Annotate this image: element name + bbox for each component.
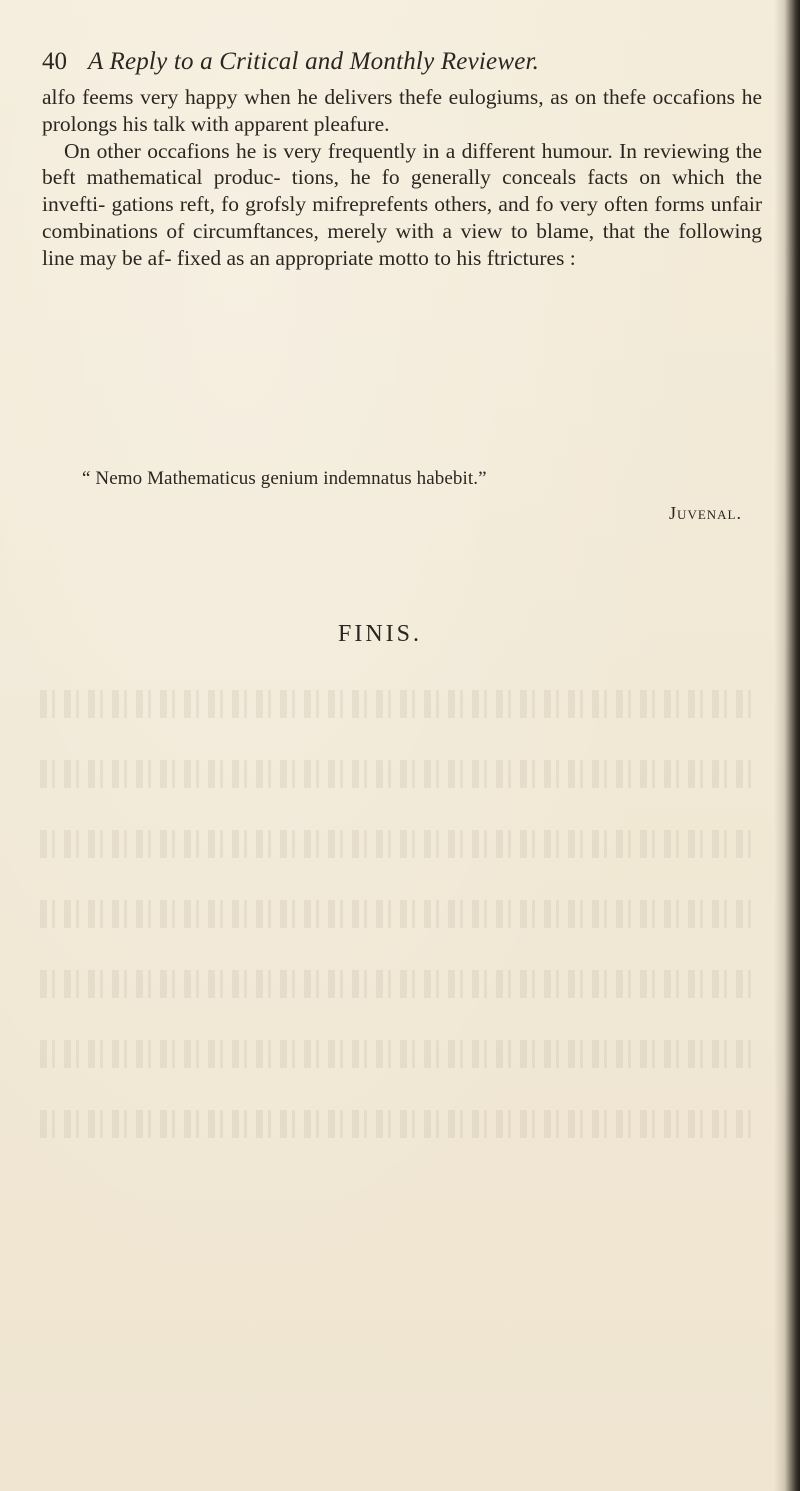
bleed-through-line (40, 900, 760, 928)
running-title: A Reply to a Critical and Monthly Reviewer. (88, 48, 540, 75)
bleed-through-line (40, 1040, 760, 1068)
paragraph: On other occafions he is very frequently in a different humour. In reviewing the beft mathematical produc- tions, he fo generally conceals facts on which the invefti- gations reft, fo grofsly mifreprefents others, and fo very often forms unfair combinations of circumftances, merely with a view to blame, that the following line may be af- fixed as an appropriate motto to his ftrictures : (42, 138, 762, 270)
bleed-through-line (40, 830, 760, 858)
paragraph: alfo feems very happy when he delivers thefe eulogiums, as on thefe occafions he prolongs his talk with apparent pleafure. (42, 85, 762, 136)
finis-heading: FINIS. (337, 621, 422, 647)
bleed-through-line (40, 760, 760, 788)
running-head (42, 48, 762, 88)
quote-attribution: Juvenal. (669, 503, 742, 523)
bleed-through-line (40, 690, 760, 718)
epigraph-quote: “ Nemo Mathematicus genium indemnatus habebit.” (82, 468, 487, 489)
binding-edge (774, 0, 800, 1491)
bleed-through-line (40, 970, 760, 998)
page-number: 40 (42, 48, 67, 75)
body-text (42, 84, 762, 272)
bleed-through-line (40, 1110, 760, 1138)
